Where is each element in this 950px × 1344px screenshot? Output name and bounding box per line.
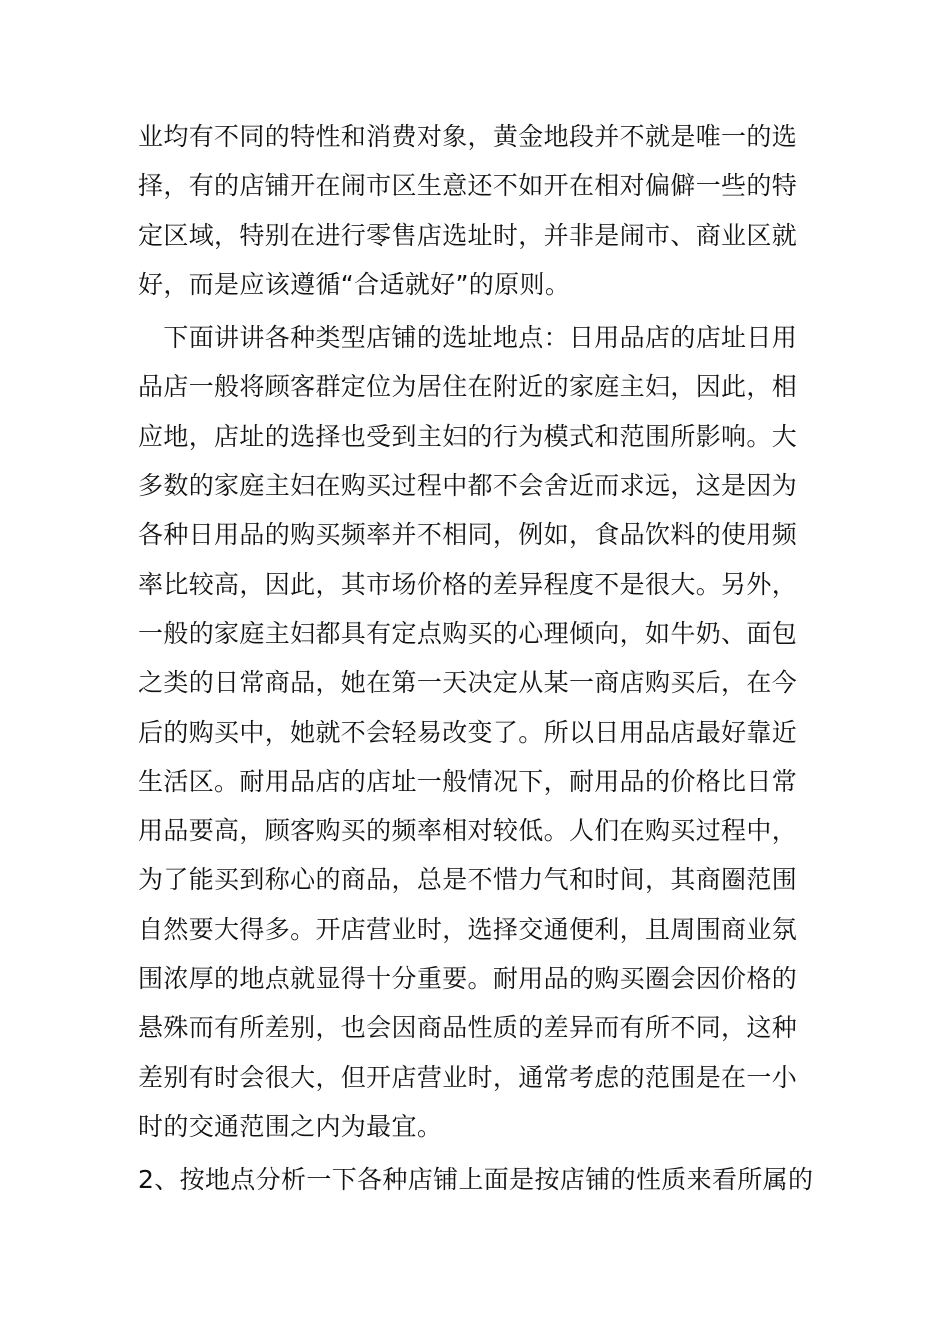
text-line: 品店一般将顾客群定位为居住在附近的家庭主妇，因此，相 (138, 372, 798, 402)
text-line: 为了能买到称心的商品，总是不惜力气和时间，其商圈范围 (138, 865, 798, 895)
document-body (138, 112, 813, 1205)
text-line: 后的购买中，她就不会轻易改变了。所以日用品店最好靠近 (138, 717, 798, 747)
text-line: 定区域，特别在进行零售店选址时，并非是闹市、商业区就 (138, 220, 798, 250)
text-line: 各种日用品的购买频率并不相同，例如，食品饮料的使用频 (138, 520, 798, 550)
text-line: 之类的日常商品，她在第一天决定从某一商店购买后，在今 (138, 668, 798, 698)
text-line: 业均有不同的特性和消费对象，黄金地段并不就是唯一的选 (138, 122, 798, 151)
text-line: 多数的家庭主妇在购买过程中都不会舍近而求远，这是因为 (138, 471, 798, 501)
text-line: 自然要大得多。开店营业时，选择交通便利，且周围商业氛 (138, 914, 798, 944)
text-line: 率比较高，因此，其市场价格的差异程度不是很大。另外， (138, 569, 798, 599)
text-line: 悬殊而有所差别，也会因商品性质的差异而有所不同，这种 (138, 1013, 798, 1043)
text-line: 一般的家庭主妇都具有定点购买的心理倾向，如牛奶、面包 (138, 618, 798, 648)
text-line: 用品要高，顾客购买的频率相对较低。人们在购买过程中， (138, 816, 798, 846)
paragraph-1 (138, 112, 813, 309)
text-line: 生活区。耐用品店的店址一般情况下，耐用品的价格比日常 (138, 766, 798, 796)
text-line: 围浓厚的地点就显得十分重要。耐用品的购买圈会因价格的 (138, 964, 798, 994)
text-line: 好，而是应该遵循“合适就好”的原则。 (138, 269, 571, 299)
text-line: 时的交通范围之内为最宜。 (138, 1111, 443, 1141)
text-line: 应地，店址的选择也受到主妇的行为模式和范围所影响。大 (138, 421, 798, 451)
text-line: 择，有的店铺开在闹市区生意还不如开在相对偏僻一些的特 (138, 171, 798, 201)
paragraph-2 (138, 313, 813, 1151)
section-heading (138, 1155, 813, 1204)
text-line: 差别有时会很大，但开店营业时，通常考虑的范围是在一小 (138, 1062, 798, 1092)
text-line: 下面讲讲各种类型店铺的选址地点：日用品店的店址日用 (138, 323, 798, 353)
heading-line: 2、按地点分析一下各种店铺上面是按店铺的性质来看所属的 (138, 1165, 813, 1195)
